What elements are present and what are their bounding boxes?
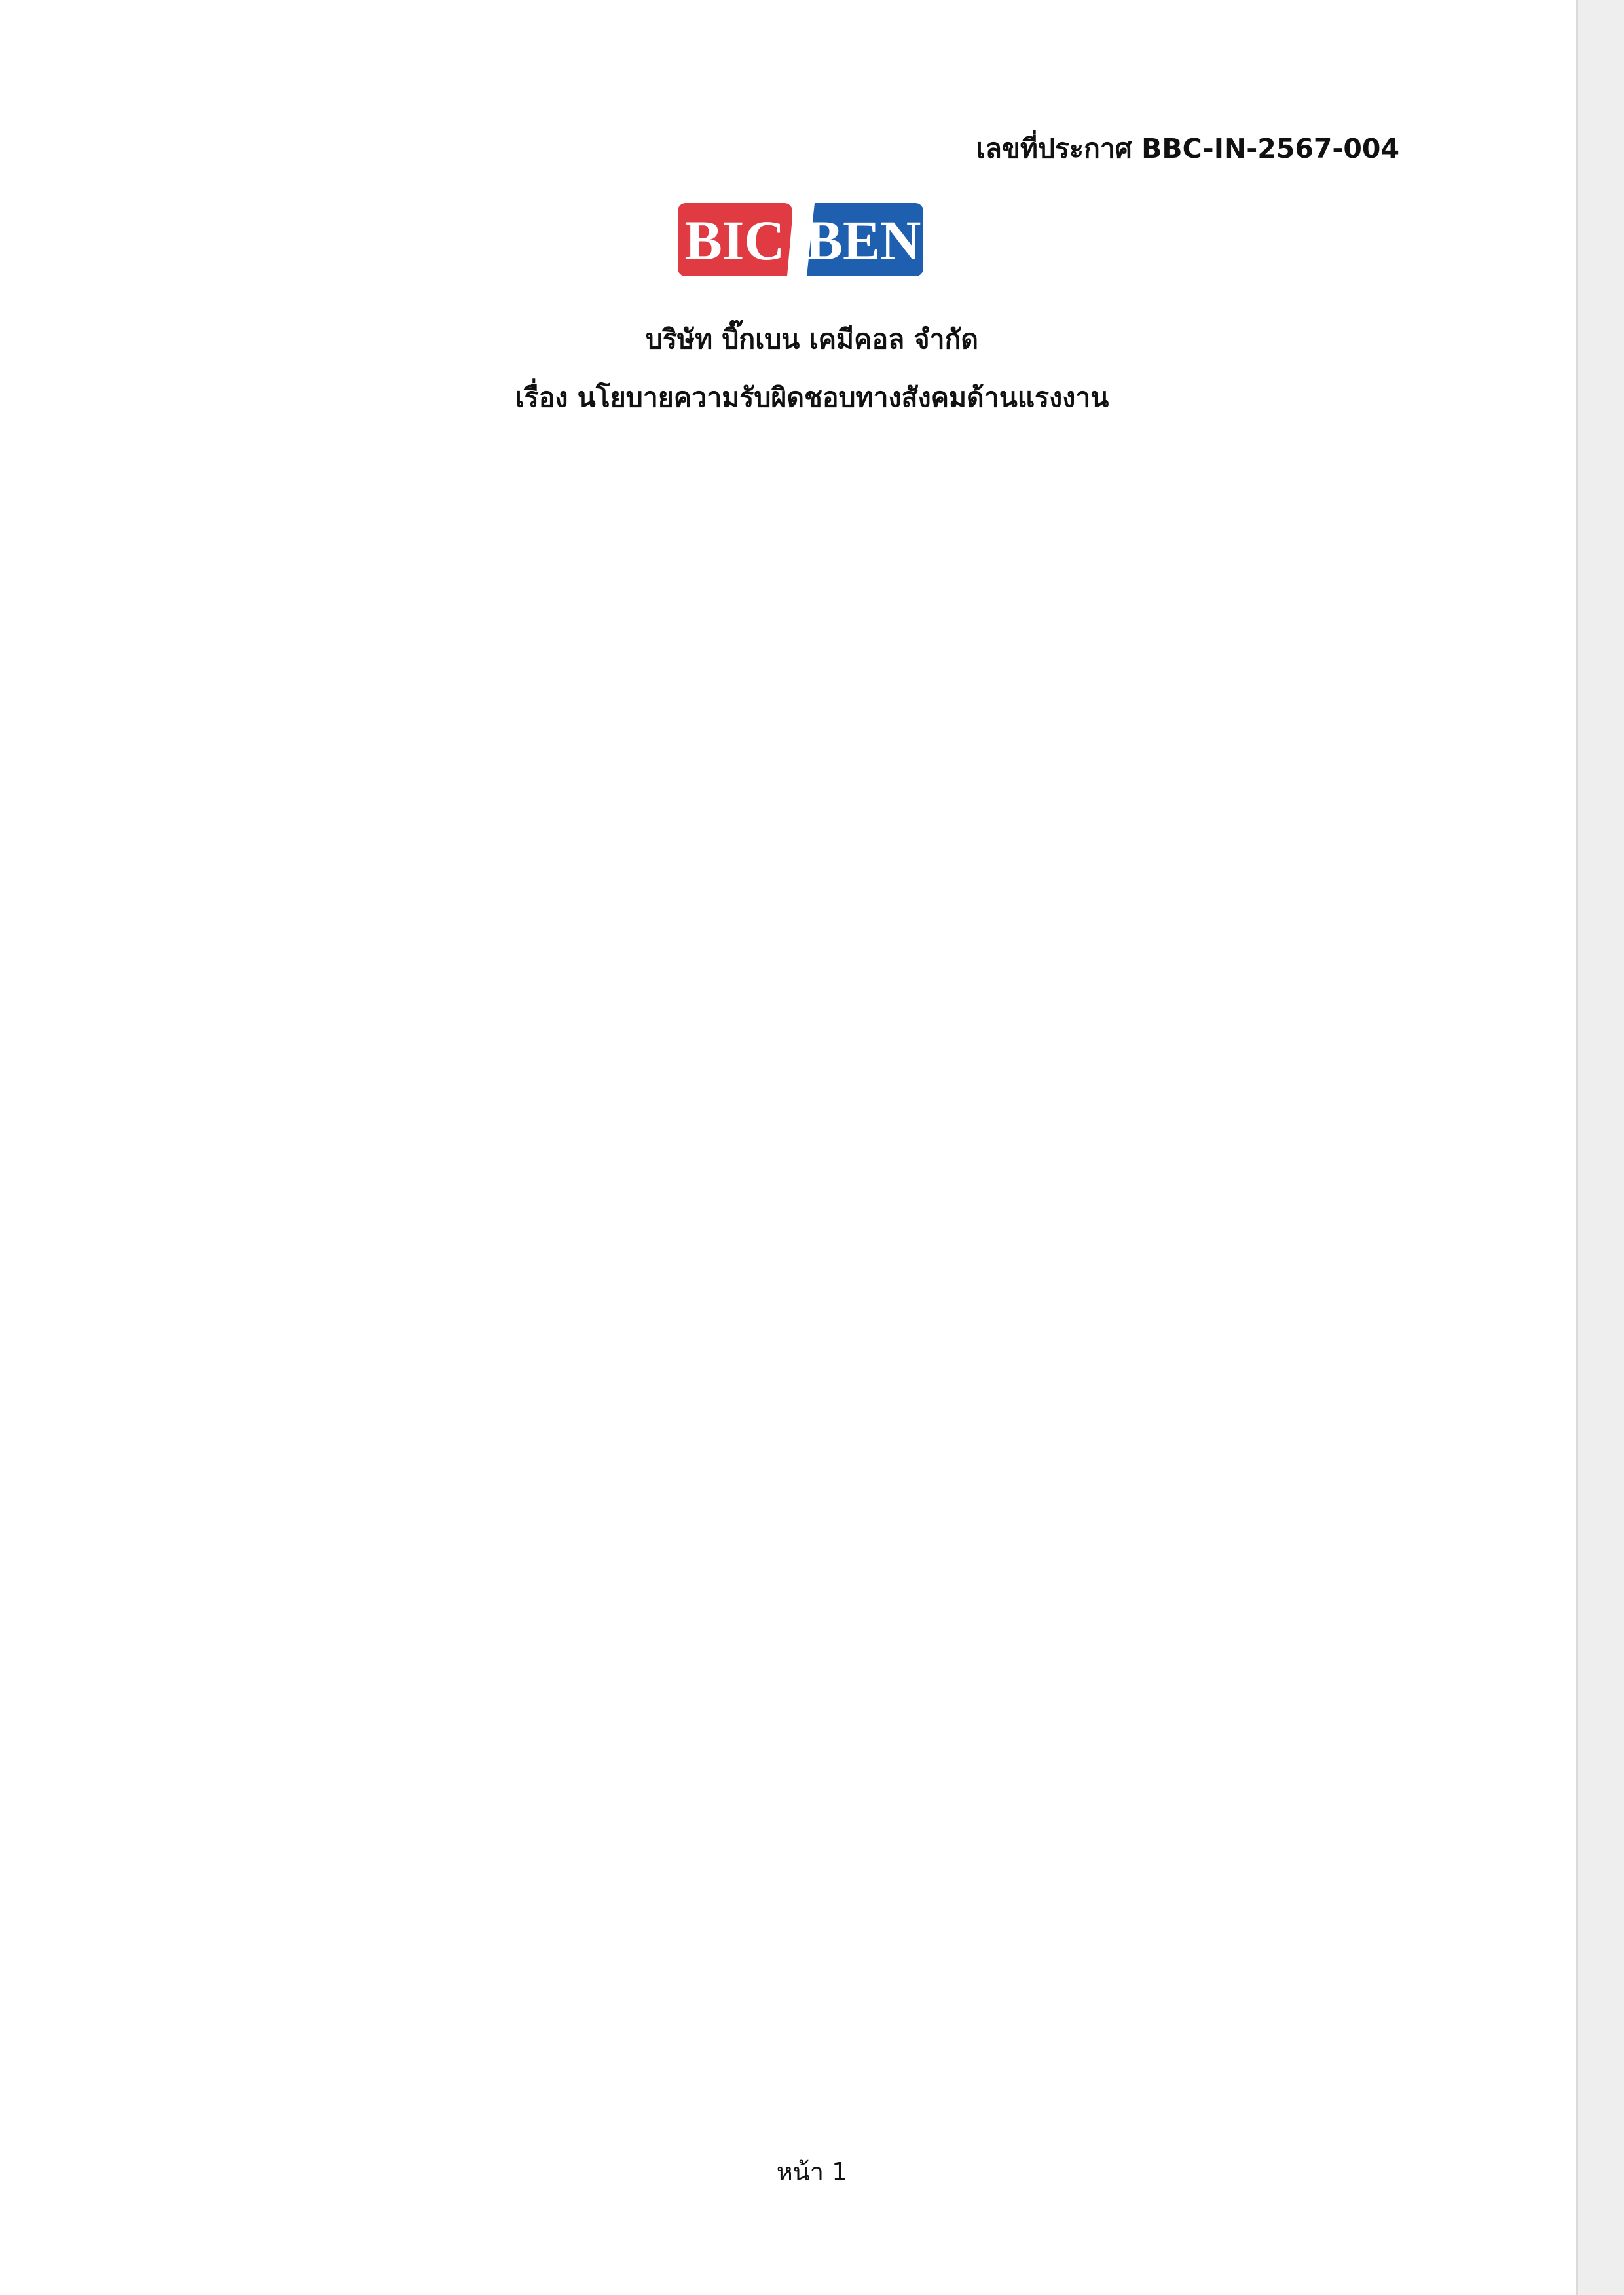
bigben-logo [674, 183, 927, 288]
logo-text-left: BIC [684, 209, 785, 272]
company-name: บริษัท บิ๊กเบน เคมีคอล จำกัด [646, 323, 978, 355]
announcement-number: เลขที่ประกาศ BBC-IN-2567-004 [976, 133, 1399, 164]
policy-subject: เรื่อง นโยบายความรับผิดชอบทางสังคมด้านแรงงาน [515, 382, 1109, 413]
page-number: หน้า 1 [776, 2157, 848, 2186]
logo-text-right: BEN [805, 209, 921, 272]
